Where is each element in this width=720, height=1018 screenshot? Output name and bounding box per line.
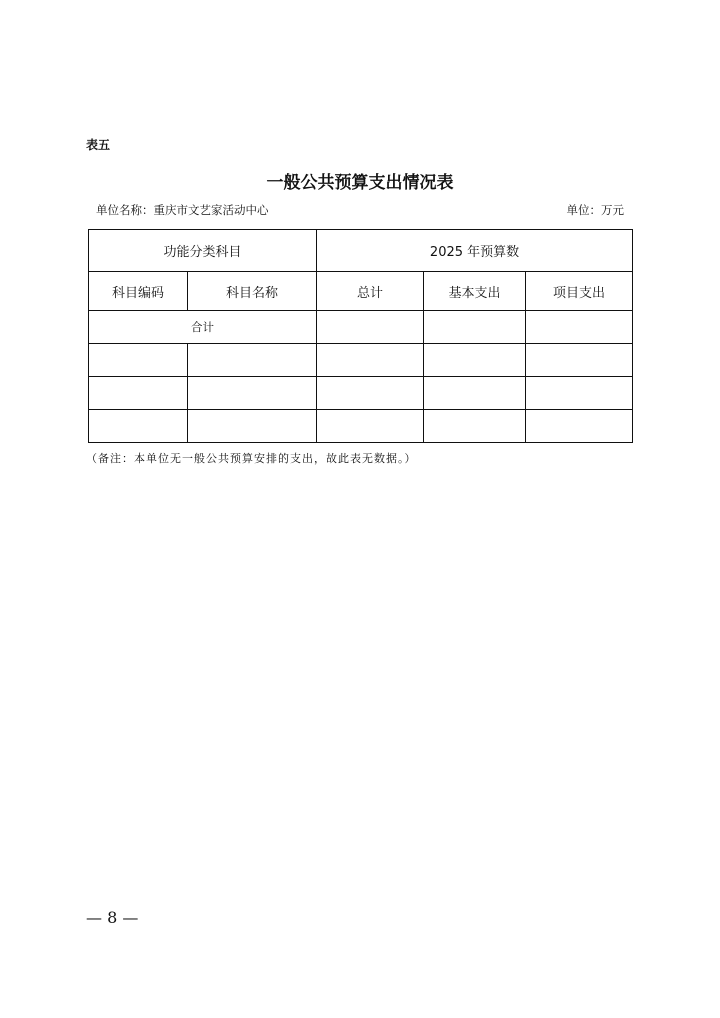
unit-info-row	[96, 202, 624, 218]
header-basic-expenditure: 基本支出	[424, 272, 526, 311]
total-row-label: 合计	[89, 311, 317, 344]
header-budget-year: 2025 年预算数	[317, 230, 633, 272]
table-cell	[526, 311, 633, 344]
table-note: （备注：本单位无一般公共预算安排的支出，故此表无数据。）	[86, 452, 417, 465]
budget-table	[88, 229, 633, 443]
table-cell	[89, 344, 188, 377]
table-cell	[188, 410, 317, 443]
header-subject-name: 科目名称	[188, 272, 317, 311]
table-cell	[317, 410, 424, 443]
table-cell	[89, 377, 188, 410]
table-cell	[317, 377, 424, 410]
table-row	[89, 344, 633, 377]
header-project-expenditure: 项目支出	[526, 272, 633, 311]
table-cell	[317, 344, 424, 377]
header-subject-code: 科目编码	[89, 272, 188, 311]
table-total-row	[89, 311, 633, 344]
document-title: 一般公共预算支出情况表	[266, 173, 454, 193]
table-cell	[424, 344, 526, 377]
unit-name: 单位名称：重庆市文艺家活动中心	[96, 203, 269, 217]
table-cell	[424, 311, 526, 344]
table-number-label: 表五	[86, 138, 111, 152]
table-cell	[188, 377, 317, 410]
table-row	[89, 410, 633, 443]
page-number: — 8 —	[86, 908, 139, 927]
table-cell	[317, 311, 424, 344]
table-cell	[424, 410, 526, 443]
table-cell	[89, 410, 188, 443]
table-cell	[526, 344, 633, 377]
table-cell	[188, 344, 317, 377]
table-cell	[526, 410, 633, 443]
header-functional-classification: 功能分类科目	[89, 230, 317, 272]
table-cell	[424, 377, 526, 410]
table-cell	[526, 377, 633, 410]
header-total: 总计	[317, 272, 424, 311]
table-group-header-row	[89, 230, 633, 272]
unit-measure: 单位：万元	[566, 203, 624, 217]
table-column-header-row	[89, 272, 633, 311]
table-row	[89, 377, 633, 410]
